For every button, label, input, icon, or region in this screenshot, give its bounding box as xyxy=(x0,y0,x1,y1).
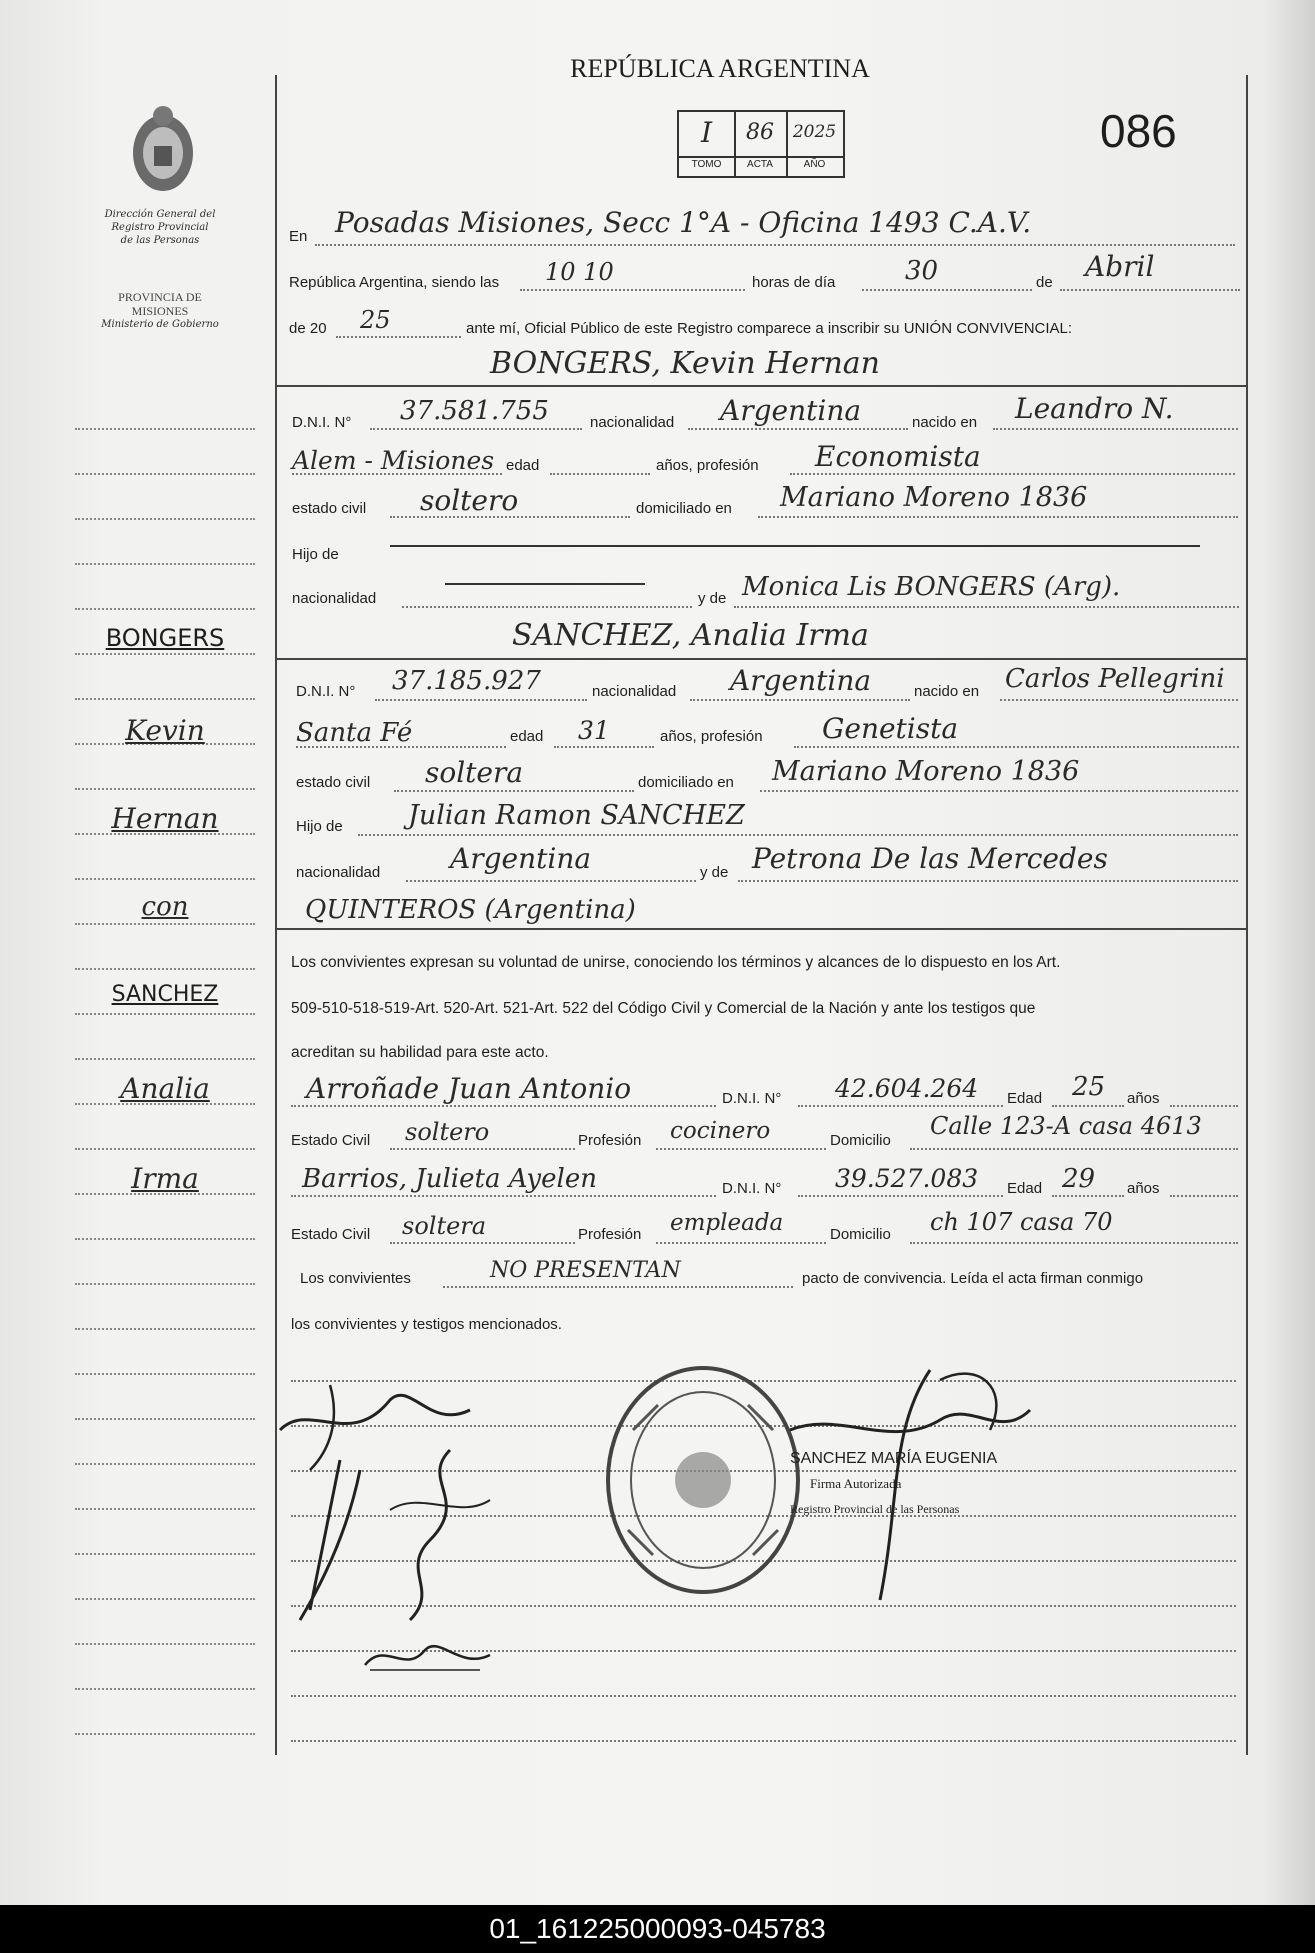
month-value: Abril xyxy=(1085,250,1155,283)
page-title: REPÚBLICA ARGENTINA xyxy=(570,54,870,83)
person1-nacido-en-2: Alem - Misiones xyxy=(292,446,495,475)
witness2-edad: 29 xyxy=(1062,1164,1096,1194)
witness2-name: Barrios, Julieta Ayelen xyxy=(302,1164,597,1194)
file-id-footer: 01_161225000093-045783 xyxy=(0,1905,1315,1953)
margin-name: Hernan xyxy=(111,802,219,835)
margin-name: Irma xyxy=(131,1162,199,1195)
person2-padre-nac: Argentina xyxy=(450,842,592,875)
person2-nacido-en: Carlos Pellegrini xyxy=(1005,664,1225,694)
witness2-estado-civil: soltera xyxy=(402,1212,487,1240)
document-page: Dirección General del Registro Provincial de las Personas PROVINCIA DE MISIONES Ministerio de Gobierno REPÚBLICA ARGENTINA I 86 2025 TOMO ACTA AÑO 086 En Posadas Misiones, Secc 1°A - Oficina 1493 C.A.V. República Argentina, siendo las 10 10 horas de día 30 de Abril de 20 25 ante mí, Oficial Público de este Registro comparece a inscribir su UNIÓN CONVIVENCIAL: BONGERS, Kevin Hernan D.N.I. N° 37.581.755 nacionalidad Argentina nacido en Leandro N. Alem - Misiones edad años, profesión Economista estado civil soltero domiciliado en Mariano Moreno 1836 Hijo de nacionalidad y de Monica Lis BONGERS (Arg). SANCHEZ, Analia Irma D.N.I. N° 37.185.927 nacionalidad Argentina nacido en Carlos Pellegrini Santa Fé edad 31 años, profesión Genetista estado civil soltera domiciliado en Mariano Moreno 1836 Hijo de Julian Ramon SANCHEZ nacionalidad Argentina y de Petrona De las Mercedes QUINTEROS (Argentina) Los convivientes expresan su voluntad de unirse, conociendo los términos y alcances de lo dispuesto en los Art. 509-510-518-519-Art. 520-Art. 521-Art. 522 del Código Civil y Comercial de la Nación y ante los testigos que acreditan su habilidad para este acto. Arroñade Juan Antonio D.N.I. N° 42.604.264 Edad 25 años Estado Civil soltero Profesión cocinero Domicilio Calle 123-A casa 4613 Barrios, Julieta Ayelen D.N.I. N° 39.527.083 Edad 29 años Estado Civil soltera Profesión empleada Domicilio ch 107 casa 70 Los convivientes NO PRESENTAN pacto de convivencia. Leída el acta firman conmigo los convivientes y testigos mencionados. SANCHEZ MARÍA EUGENIA Firma Autorizada Registro Provincial de las Personas BONGERS Kevin Hernan con SANCHEZ Analia Irma xyxy=(0,0,1315,1905)
acta-value: 86 xyxy=(746,120,774,145)
person1-madre: Monica Lis BONGERS (Arg). xyxy=(742,572,1121,602)
registry-stamp-icon xyxy=(598,1360,808,1600)
witness2-dni: 39.527.083 xyxy=(835,1164,979,1193)
signature-barrios xyxy=(360,1630,500,1690)
person2-dni: 37.185.927 xyxy=(392,666,541,696)
tomo-value: I xyxy=(700,116,713,149)
person2-nacido-en-2: Santa Fé xyxy=(296,718,413,748)
tomo-acta-box: I 86 2025 TOMO ACTA AÑO xyxy=(677,110,845,178)
person1-nacionalidad: Argentina xyxy=(720,394,862,427)
margin-name: Kevin xyxy=(125,714,205,747)
person2-nacionalidad: Argentina xyxy=(730,664,872,697)
person1-nacido-en: Leandro N. xyxy=(1015,392,1174,425)
signatures-convivientes xyxy=(270,1360,510,1660)
page-number: 086 xyxy=(1100,105,1177,157)
registry-caption: Dirección General del Registro Provincial de las Personas xyxy=(104,209,216,246)
witness1-name: Arroñade Juan Antonio xyxy=(306,1072,632,1105)
margin-name: Analia xyxy=(120,1072,210,1105)
province-caption: PROVINCIA DE MISIONES Ministerio de Gobierno xyxy=(101,290,219,330)
margin-name: SANCHEZ xyxy=(111,982,219,1007)
time-value: 10 10 xyxy=(545,258,614,286)
year-value: 25 xyxy=(360,306,391,334)
place-value: Posadas Misiones, Secc 1°A - Oficina 1493 C.A.V. xyxy=(335,206,1032,239)
witness1-dni: 42.604.264 xyxy=(835,1074,979,1103)
person1-dni: 37.581.755 xyxy=(400,396,549,426)
person1-profesion: Economista xyxy=(815,440,981,473)
person2-name: SANCHEZ, Analia Irma xyxy=(512,618,869,653)
margin-name: BONGERS xyxy=(105,624,225,652)
person1-name: BONGERS, Kevin Hernan xyxy=(490,346,880,381)
witness1-estado-civil: soltero xyxy=(405,1118,490,1146)
person2-domicilio: Mariano Moreno 1836 xyxy=(772,756,1080,787)
witness1-domicilio: Calle 123-A casa 4613 xyxy=(930,1112,1202,1140)
official-name: SANCHEZ MARÍA EUGENIA xyxy=(790,1450,998,1467)
person2-edad: 31 xyxy=(578,716,610,745)
anio-value: 2025 xyxy=(792,122,837,142)
person2-madre-2: QUINTEROS (Argentina) xyxy=(305,895,636,925)
coat-of-arms-icon xyxy=(118,98,208,198)
person2-estado-civil: soltera xyxy=(425,756,524,789)
right-border xyxy=(1246,75,1248,1755)
margin-name: con xyxy=(141,892,189,922)
person1-estado-civil: soltero xyxy=(420,484,519,517)
person2-hijo-de: Julian Ramon SANCHEZ xyxy=(408,800,745,831)
witness1-edad: 25 xyxy=(1072,1072,1106,1102)
person1-domicilio: Mariano Moreno 1836 xyxy=(780,482,1088,513)
pacto-value: NO PRESENTAN xyxy=(490,1258,681,1283)
person2-profesion: Genetista xyxy=(822,712,959,745)
person2-madre: Petrona De las Mercedes xyxy=(752,842,1108,875)
witness1-profesion: cocinero xyxy=(670,1118,771,1144)
witness2-domicilio: ch 107 casa 70 xyxy=(930,1208,1113,1236)
witness2-profesion: empleada xyxy=(670,1210,784,1236)
day-value: 30 xyxy=(905,256,939,286)
